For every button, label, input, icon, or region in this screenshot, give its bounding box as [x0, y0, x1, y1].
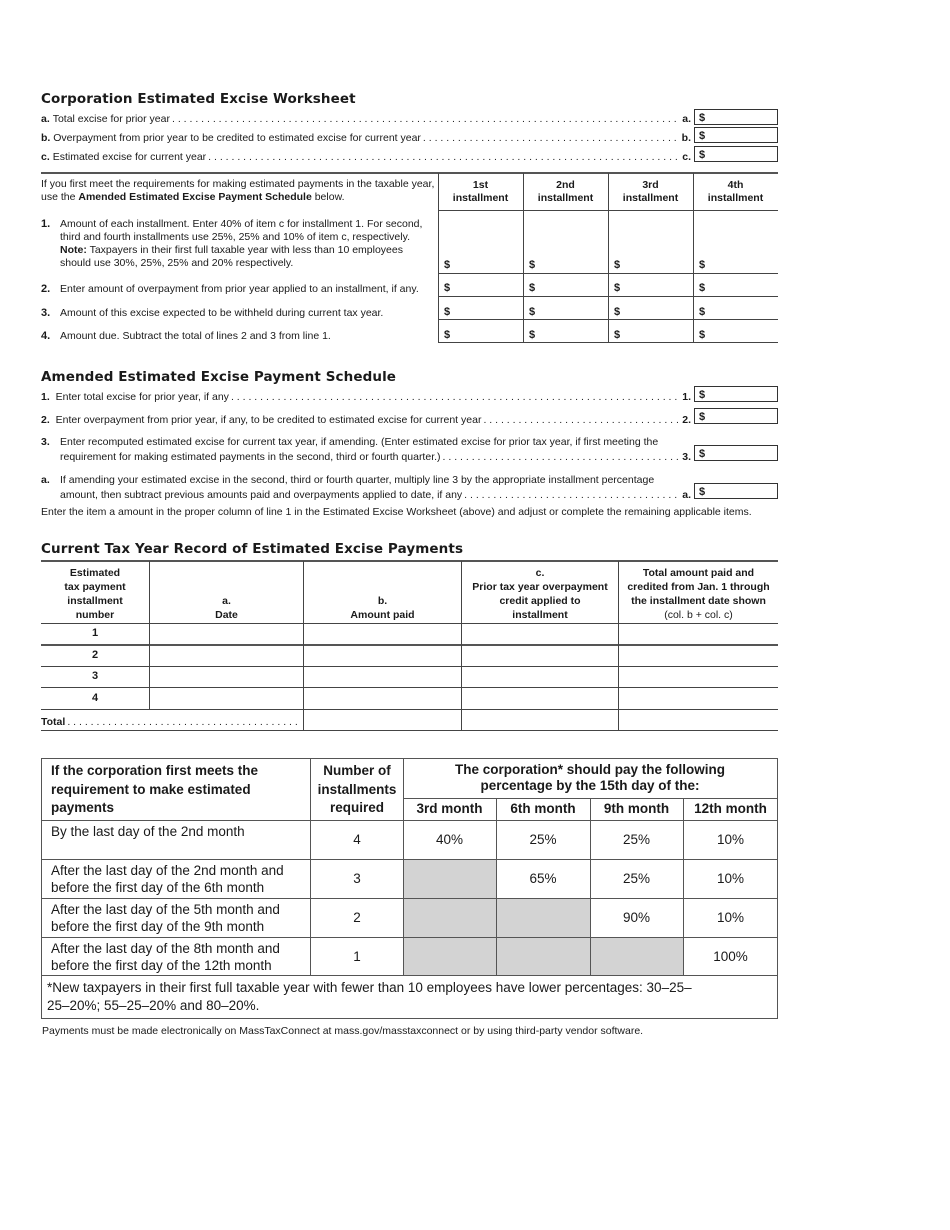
- item2-col3-field[interactable]: $: [614, 282, 621, 294]
- schedule-row-1-12th: 10%: [716, 832, 745, 847]
- schedule-row-1-label: By the last day of the 2nd month: [51, 824, 245, 839]
- record-header-overpayment: c. Prior tax year overpayment credit applied to installment: [472, 567, 608, 621]
- item4-col1-field[interactable]: $: [444, 329, 451, 341]
- schedule-header-percentage: The corporation* should pay the following percentage by the 15th day of the:: [455, 762, 725, 793]
- item-1-text: Amount of each installment. Enter 40% of item c for installment 1. For second, third and fourth installments use 25%, 25% and 10% of item c, respectively. Note: Taxpayers in their first full taxable year with less than 10 employees should use 30%, 25%, 25% and 20% respectively.: [60, 218, 423, 269]
- amended-line-a-number: a.: [41, 474, 50, 486]
- amended-line-3: requirement for making estimated payments in the second, third or fourth quarter.) . . . 3.: [60, 449, 691, 463]
- schedule-row-2-9th: 25%: [622, 871, 651, 886]
- column-4th-installment: 4th installment: [707, 179, 764, 204]
- item3-col1-field[interactable]: $: [444, 306, 451, 318]
- shade-row4-6th: [497, 938, 590, 975]
- shade-row4-3rd: [404, 938, 496, 975]
- amended-line-3-field[interactable]: $: [694, 445, 778, 461]
- schedule-row-2-count: 3: [353, 871, 361, 886]
- amended-line-3-number: 3.: [41, 436, 50, 448]
- item4-col2-field[interactable]: $: [529, 329, 536, 341]
- item-3-text: Amount of this excise expected to be withheld during current tax year.: [60, 307, 384, 319]
- schedule-month-12th: 12th month: [694, 801, 767, 816]
- schedule-row-3-9th: 90%: [622, 910, 651, 925]
- column-2nd-installment: 2nd installment: [537, 179, 594, 204]
- record-header-date: a. Date: [215, 595, 238, 621]
- amended-line-a: amount, then subtract previous amounts paid and overpayments applied to date, if any . . . a.: [60, 487, 691, 501]
- worksheet-title: Corporation Estimated Excise Worksheet: [41, 91, 356, 107]
- item4-col4-field[interactable]: $: [699, 329, 706, 341]
- amended-line-1: 1. Enter total excise for prior year, if any . . . 1.: [41, 389, 691, 403]
- schedule-row-1-3rd: 40%: [435, 832, 464, 847]
- schedule-row-4-12th: 100%: [713, 949, 748, 964]
- schedule-row-1-count: 4: [353, 832, 361, 847]
- item-4-text: Amount due. Subtract the total of lines 2 and 3 from line 1.: [60, 330, 331, 342]
- item1-col2-field[interactable]: $: [529, 259, 536, 271]
- item2-col1-field[interactable]: $: [444, 282, 451, 294]
- amended-line-a-field[interactable]: $: [694, 483, 778, 499]
- shade-row4-9th: [591, 938, 683, 975]
- shade-row2-3rd: [404, 860, 496, 898]
- record-header-total: Total amount paid and credited from Jan. 1 through the installment date shown (col. b + col. c): [627, 567, 770, 621]
- shade-row3-3rd: [404, 899, 496, 937]
- worksheet-line-b: b. Overpayment from prior year to be credited to estimated excise for current year . . . b.: [41, 130, 691, 144]
- schedule-month-6th: 6th month: [510, 801, 576, 816]
- record-row-2: 2: [91, 649, 99, 661]
- record-row-1: 1: [91, 627, 99, 639]
- worksheet-line-c-field[interactable]: $: [694, 146, 778, 162]
- worksheet-line-c: c. Estimated excise for current year . . . c.: [41, 149, 691, 163]
- schedule-row-4-count: 1: [353, 949, 361, 964]
- schedule-row-4-label: After the last day of the 8th month and before the first day of the 12th month: [51, 941, 280, 973]
- schedule-header-first-meets: If the corporation first meets the requirement to make estimated payments: [51, 763, 259, 815]
- item3-col4-field[interactable]: $: [699, 306, 706, 318]
- item1-col4-field[interactable]: $: [699, 259, 706, 271]
- schedule-row-2-6th: 65%: [529, 871, 557, 886]
- amended-line-3-text1: Enter recomputed estimated excise for current tax year, if amending. (Enter estimated excise for prior tax year, if first meeting the: [60, 436, 659, 448]
- worksheet-line-b-field[interactable]: $: [694, 127, 778, 143]
- item-4-number: 4.: [41, 330, 51, 342]
- item-1-number: 1.: [41, 218, 51, 230]
- schedule-month-3rd: 3rd month: [416, 801, 483, 816]
- amended-line-2-field[interactable]: $: [694, 408, 778, 424]
- worksheet-intro: If you first meet the requirements for making estimated payments in the taxable year, use the Amended Estimated Excise Payment Schedule below.: [41, 178, 435, 203]
- column-3rd-installment: 3rd installment: [622, 179, 679, 204]
- page-footer: Payments must be made electronically on MassTaxConnect at mass.gov/masstaxconnect or by using third-party vendor software.: [42, 1025, 644, 1037]
- schedule-header-number: Number of installments required: [317, 763, 397, 815]
- schedule-row-3-count: 2: [353, 910, 361, 925]
- schedule-footnote: *New taxpayers in their first full taxable year with fewer than 10 employees have lower percentages: 30–25–25–20%; 55–25–20% and 80–20%.: [47, 980, 692, 1013]
- item-3-number: 3.: [41, 307, 51, 319]
- item1-col1-field[interactable]: $: [444, 259, 451, 271]
- item-2-text: Enter amount of overpayment from prior year applied to an installment, if any.: [60, 283, 419, 295]
- schedule-month-9th: 9th month: [603, 801, 670, 816]
- record-total-row: Total . . .: [41, 714, 299, 728]
- amended-title: Amended Estimated Excise Payment Schedule: [41, 369, 397, 385]
- item1-col3-field[interactable]: $: [614, 259, 621, 271]
- column-1st-installment: 1st installment: [452, 179, 509, 204]
- amended-line-2: 2. Enter overpayment from prior year, if any, to be credited to estimated excise for current year . . . 2.: [41, 412, 691, 426]
- item3-col3-field[interactable]: $: [614, 306, 621, 318]
- amended-line-1-field[interactable]: $: [694, 386, 778, 402]
- record-header-installment: Estimated tax payment installment number: [64, 567, 126, 621]
- record-row-4: 4: [91, 692, 99, 704]
- worksheet-line-a-field[interactable]: $: [694, 109, 778, 125]
- schedule-row-2-label: After the last day of the 2nd month and before the first day of the 6th month: [51, 863, 284, 895]
- record-header-amount-paid: b. Amount paid: [350, 595, 415, 621]
- record-row-3: 3: [91, 670, 99, 682]
- schedule-row-2-12th: 10%: [716, 871, 745, 886]
- schedule-row-3-label: After the last day of the 5th month and before the first day of the 9th month: [51, 902, 280, 934]
- schedule-row-1-6th: 25%: [529, 832, 557, 847]
- amended-note: Enter the item a amount in the proper column of line 1 in the Estimated Excise Worksheet (above) and adjust or complete the remaining applicable items.: [41, 506, 752, 518]
- record-title: Current Tax Year Record of Estimated Excise Payments: [41, 541, 464, 557]
- item2-col2-field[interactable]: $: [529, 282, 536, 294]
- shade-row3-6th: [497, 899, 590, 937]
- schedule-row-3-12th: 10%: [716, 910, 745, 925]
- item3-col2-field[interactable]: $: [529, 306, 536, 318]
- item2-col4-field[interactable]: $: [699, 282, 706, 294]
- item-2-number: 2.: [41, 283, 51, 295]
- worksheet-line-a: a. Total excise for prior year . . . a.: [41, 111, 691, 125]
- amended-line-a-text1: If amending your estimated excise in the second, third or fourth quarter, multiply line 3 by the appropriate installment percentage: [60, 474, 655, 486]
- schedule-row-1-9th: 25%: [622, 832, 651, 847]
- item4-col3-field[interactable]: $: [614, 329, 621, 341]
